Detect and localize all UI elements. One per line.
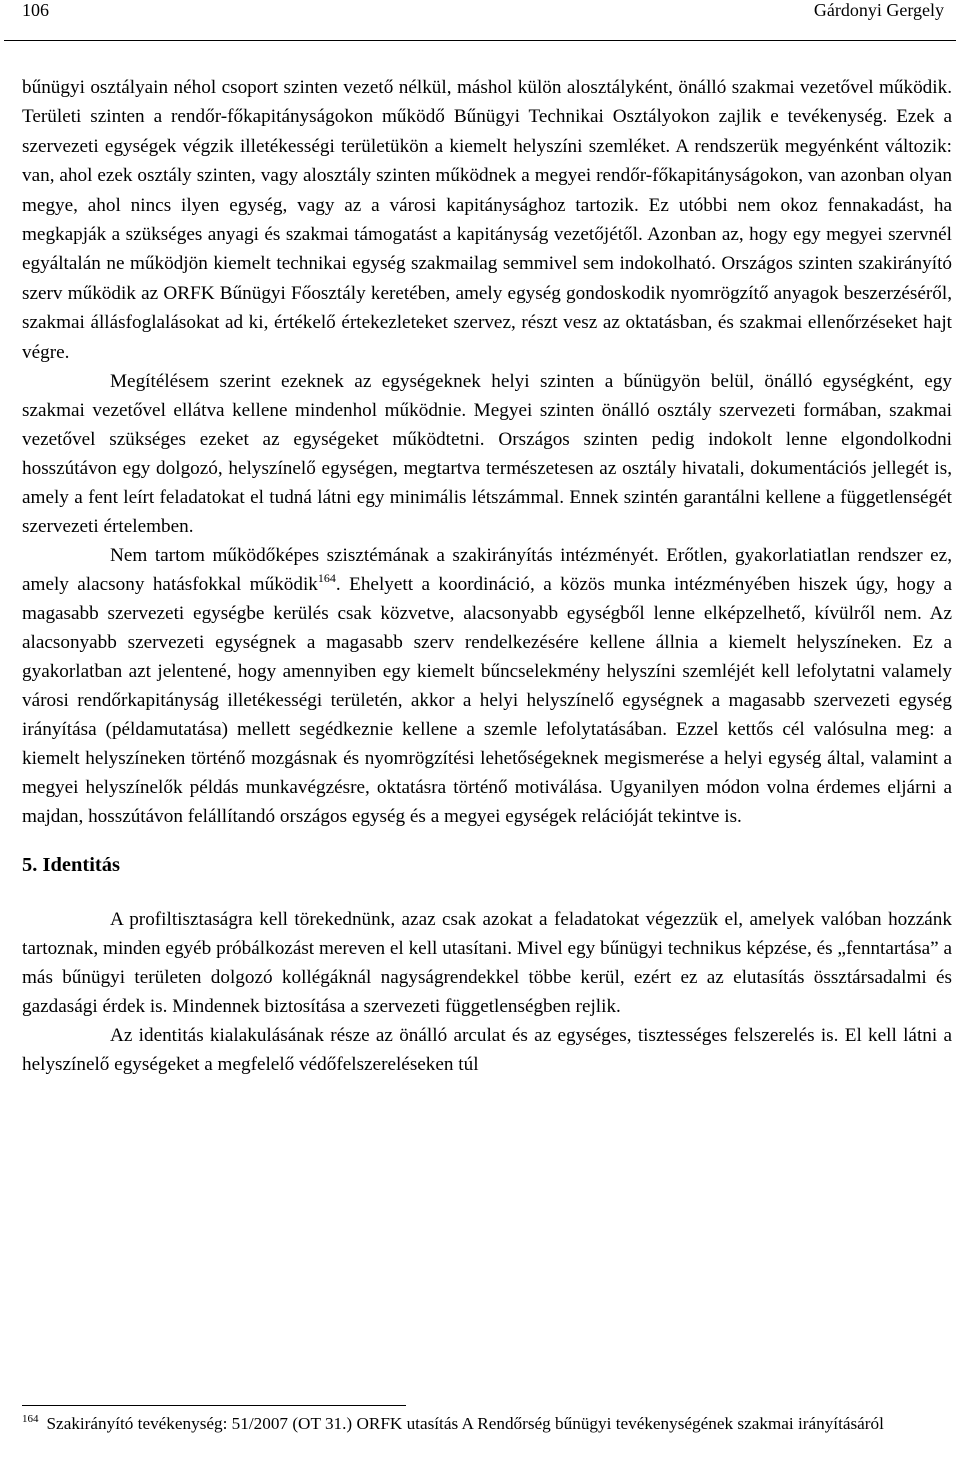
- page-number: 106: [22, 0, 49, 20]
- paragraph-4: A profiltisztaságra kell törekednünk, azaz csak azokat a feladatokat végezzük el, amelyek valóban hozzánk tartoznak, minden egyéb próbálkozást mereven el kell utasítani. Mivel egy bűnügyi technikus képzése, és „fenntartása” a más bűnügyi területen dolgozó kollégáknál nagyságrendekkel többe kerül, ezért ez az elutasítás össztársadalmi és gazdasági érdek is. Mindennek biztosítása a szervezeti függetlenségben rejlik.: [22, 909, 952, 1018]
- footnote-number: 164: [22, 1413, 39, 1425]
- paragraph-3-end: . Ehelyett a koordináció, a közös munka intézményében hiszek úgy, hogy a magasabb szervezeti egységbe kerülés csak közvetve, alacsonyabb egységből lenne elképzelhető, kívülről nem. Az alacsonyabb szervezeti egységnek a magasabb szerv rendelkezésére kellene állnia a kiemelt helyszíneken. Ez a gyakorlatban azt jelentené, hogy amennyiben egy kiemelt bűncselekmény helyszíni szemléjét kell lefolytatni valamely városi rendőrkapitányság illetékességi területén, akkor a helyi helyszínelő egységnek a magasabb szervezeti egység irányítása (példamutatása) mellett segédkeznie kellene a szemle lefolytatásában. Ezzel kettős cél valósulna meg: a kiemelt helyszíneken történő mozgásnak és nyomrögzítési lehetőségeknek megismerése a helyi egység által, valamint a megyei helyszínelők példás munkavégzésre, oktatásra történő motiválása. Ugyanilyen módon volna érdemes eljárni a majdan, hosszútávon felállítandó országos egység és a megyei egységek relációját tekintve is.: [22, 574, 952, 828]
- footnote-text: Szakirányító tevékenység: 51/2007 (OT 31.) ORFK utasítás A Rendőrség bűnügyi tevékenységének szakmai irányításáról: [46, 1414, 884, 1433]
- header-divider: [4, 40, 956, 41]
- footnote: [22, 1410, 952, 1438]
- main-text: [22, 73, 952, 1079]
- paragraph-1: bűnügyi osztályain néhol csoport szinten vezető nélkül, máshol külön alosztályként, önálló szakmai vezetővel működik. Területi szinten a rendőr-főkapitányságokon működő Bűnügyi Technikai Osztályokon zajlik e tevékenység. Ezek a szervezeti egységek végzik illetékességi területükön a kiemelt helyszíni szemléket. A rendszerük megyénként változik: van, ahol ezek osztály szinten, vagy alosztály szinten működnek a megyei rendőr-főkapitányságokon, van azonban olyan megye, ahol nincs ilyen egység, vagy az a városi kapitánysághoz tartozik. Ez utóbbi nem okoz fennakadást, ha megkapják a szükséges anyagi és szakmai támogatást a kapitányság vezetőjétől. Azonban az, hogy egy megyei szervnél egyáltalán ne működjön kiemelt technikai egység szakmailag semmivel sem indokolható. Országos szinten szakirányító szerv működik az ORFK Bűnügyi Főosztály keretében, amely egység gondoskodik nyomrögzítő anyagok beszerzéséről, szakmai állásfoglalásokat ad ki, értékelő értekezleteket szervez, részt vesz az oktatásban, és szakmai ellenőrzéseket hajt végre.: [22, 77, 952, 363]
- footnote-reference[interactable]: 164: [317, 571, 336, 586]
- paragraph-3: [22, 541, 952, 831]
- running-header: [22, 0, 944, 22]
- footnote-divider: [22, 1405, 406, 1406]
- paragraph-2: Megítélésem szerint ezeknek az egységeknek helyi szinten a bűnügyön belül, önálló egységként, egy szakmai vezetővel ellátva kellene mindenhol működnie. Megyei szinten önálló osztály szervezeti formában, szakmai vezetővel szükséges ezeket az egységeket működtetni. Országos szinten pedig indokolt lenne elgondolkodni hosszútávon egy dolgozó, helyszínelő egységen, megtartva természetesen az osztály hivatali, dokumentációs jellegét is, amely a fent leírt feladatokat el tudná látni egy minimális létszámmal. Ennek szintén garantálni kellene a függetlenségét szervezeti értelemben.: [22, 371, 952, 538]
- paragraph-3-start: Nem tartom működőképes szisztémának a szakirányítás intézményét. Erőtlen, gyakorlatiatlan rendszer ez, amely alacsony hatásfokkal működik: [22, 545, 952, 596]
- header-author: Gárdonyi Gergely: [813, 0, 944, 20]
- section-heading: 5. Identitás: [22, 854, 120, 877]
- paragraph-5: Az identitás kialakulásának része az önálló arculat és az egységes, tisztességes felszerelés is. El kell látni a helyszínelő egységeket a megfelelő védőfelszereléseken túl: [22, 1025, 952, 1076]
